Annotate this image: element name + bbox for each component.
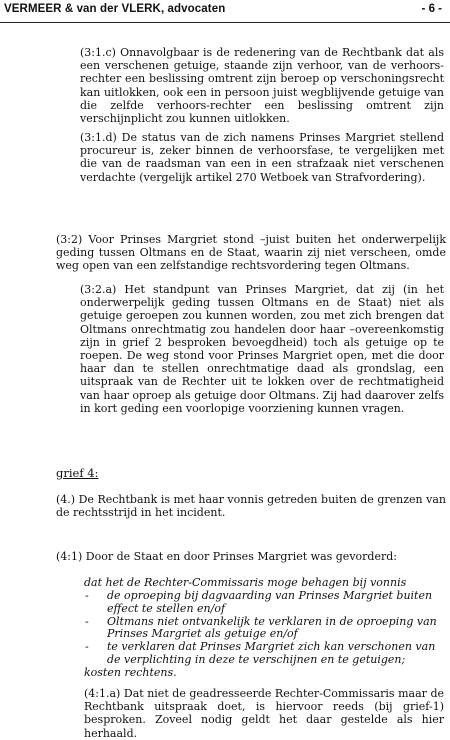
- paragraph-3-1-c: (3:1.c) Onnavolgbaar is de redenering van de Rechtbank dat als een verschenen getuige, staande zijn verhoor, van de verhoors-rechter een beslissing omtrent zijn beroep op verschoningsrecht kan uitlokken, ook een in persoon juist wegblijvende getuige van die zelfde verhoors-rechter een beslissing omtrent zijn verschijnplicht zou kunnen uitlokken.: [80, 46, 444, 126]
- paragraph-4-1: (4:1) Door de Staat en door Prinses Margriet was gevorderd:: [56, 550, 397, 563]
- list-item: - de oproeping bij dagvaarding van Prinses Margriet buiten effect te stellen en/of: [84, 590, 446, 616]
- page-header: [0, 0, 450, 23]
- paragraph-4-1-intro: dat het de Rechter-Commissaris moge behagen bij vonnis: [84, 576, 407, 589]
- list-item: - Oltmans niet ontvankelijk te verklaren in de oproeping van Prinses Margriet als getuige en/of: [84, 616, 446, 642]
- paragraph-4-1-a: (4:1.a) Dat niet de geadresseerde Rechter-Commissaris maar de Rechtbank uitspraak doet, is hiervoor reeds (bij grief-1) besproken. Zoveel nodig geldt het daar gestelde als hier herhaald.: [84, 687, 444, 740]
- page-number: - 6 -: [421, 3, 442, 15]
- firm-name: VERMEER & van der VLERK, advocaten: [4, 3, 226, 15]
- claims-list: [84, 590, 446, 667]
- paragraph-3-2: (3:2) Voor Prinses Margriet stond –juist buiten het onderwerpelijk geding tussen Oltmans en de Staat, waarin zij niet verscheen, omde weg open van een zelfstandige rechtsvordering tegen Oltmans.: [56, 233, 446, 273]
- paragraph-3-1-d: (3:1.d) De status van de zich namens Prinses Margriet stellend procureur is, zeker binnen de verhoorsfase, te vergelijken met die van de raadsman van een in een strafzaak niet verschenen verdachte (vergelijk artikel 270 Wetboek van Strafvordering).: [80, 131, 444, 184]
- paragraph-3-2-a: (3:2.a) Het standpunt van Prinses Margriet, dat zij (in het onderwerpelijk geding tussen Oltmans en de Staat) niet als getuige geroepen zou kunnen worden, zou met zich brengen dat Oltmans onrechtmatig zou handelen door haar –overeenkomstig zijn in grief 2 besproken bevoegdheid) toch als getuige op te roepen. De weg stond voor Prinses Margriet open, met die door haar dan te stellen onrechtmatige daad als grondslag, een uitspraak van de Rechter uit te lokken over de rechtmatigheid van haar oproep als getuige door Oltmans. Zij had daarover zelfs in kort geding een voorlopige voorziening kunnen vragen.: [80, 283, 444, 415]
- list-item: - te verklaren dat Prinses Margriet zich kan verschonen van de verplichting in deze te verschijnen en te getuigen;: [84, 641, 446, 667]
- paragraph-4: (4.) De Rechtbank is met haar vonnis getreden buiten de grenzen van de rechtsstrijd in het incident.: [56, 493, 446, 520]
- grief-4-heading: grief 4:: [56, 466, 99, 480]
- paragraph-4-1-costs: kosten rechtens.: [84, 666, 177, 679]
